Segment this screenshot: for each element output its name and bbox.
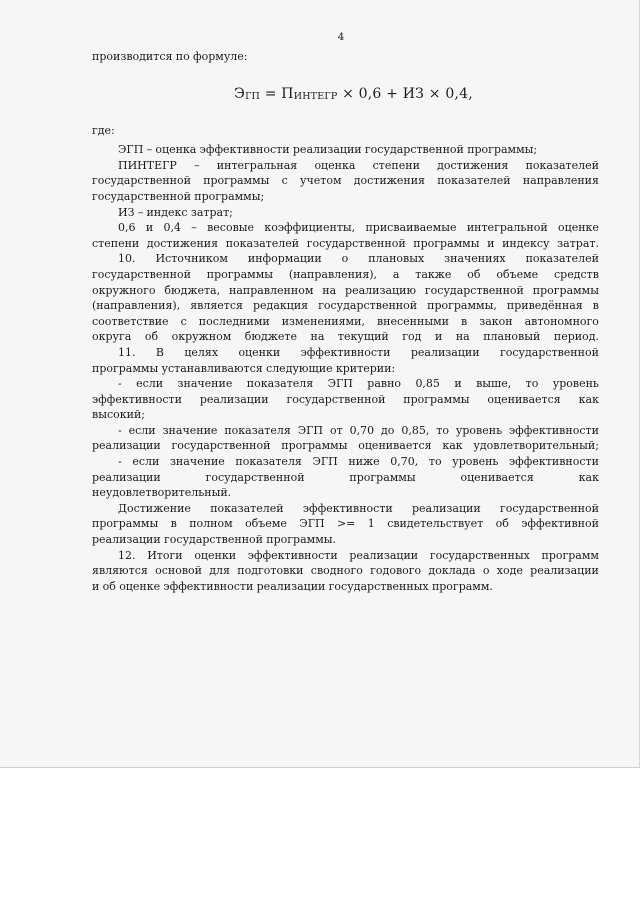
word: на [310,330,325,344]
word: 1 [367,517,375,531]
formula-lhs-subscript: ГП [245,90,261,102]
word: государственной [318,299,418,313]
word: также [415,267,452,281]
word: индекс [146,205,188,219]
formula [92,65,599,123]
text-line [92,267,599,283]
word: информации [247,252,322,266]
text-line [92,236,599,252]
word: показателей [225,236,300,250]
word: значение [177,377,233,391]
word: государственной [286,392,386,406]
word: год [402,330,422,344]
word: – [191,221,197,235]
word: последними [198,314,270,328]
word: в [170,517,177,531]
word: ПИНТЕГР [118,158,177,172]
word: эффективности [300,345,391,359]
word: интегральной [466,221,548,235]
word: (направления), [92,299,181,313]
page-number: 4 [337,31,345,43]
word: эффективности [509,455,599,469]
word: средств [554,267,599,281]
word: программы [413,236,480,250]
word: уровень [455,423,503,437]
word: показателей [525,252,599,266]
word: государственной [164,533,263,547]
word: программ [541,548,599,562]
word: то [525,377,539,391]
list-item-line [92,423,599,439]
word: значениях [444,252,506,266]
word: до [381,423,395,437]
word: государственной [499,345,599,359]
word: – [137,205,144,219]
word: эффективности [199,143,290,157]
word: внесенными [376,314,449,328]
word: затрат; [190,205,233,219]
word: программы [349,470,416,484]
word: степени [92,236,140,250]
word: оценка [314,158,356,172]
word: свидетельствует [387,517,484,531]
word: от [329,423,343,437]
paragraph-first-line [92,251,599,267]
word: в [461,314,468,328]
word: оценивается [460,470,534,484]
word: учетом [300,174,342,188]
definition-line [92,220,599,236]
word: программы. [266,533,337,547]
word: программы [281,439,348,453]
word: 0,85, [401,423,430,437]
word: - [118,455,122,469]
word: редакция [253,299,309,313]
word: окружного [92,283,156,297]
word: оценке [119,579,161,593]
word: программы; [467,143,538,157]
text-line [92,563,599,579]
word: соответствие [92,314,169,328]
text-line [92,283,599,299]
word: программы [403,392,470,406]
word: плановых [368,252,425,266]
word: реализации [256,579,326,593]
word: на [322,283,337,297]
text-line [92,579,599,595]
word: программы [532,283,599,297]
word: государственной [92,189,191,203]
word: оценки [194,548,237,562]
word: показателя [246,377,314,391]
word: и [92,579,100,593]
word: то [428,455,442,469]
text-line [92,407,599,423]
word: реализации [92,470,161,484]
word: эффективности [163,579,254,593]
text-line [92,49,599,65]
word: доклада [428,564,476,578]
word: об [102,579,116,593]
word: округа [92,330,132,344]
text-line [92,314,599,330]
word: реализации [410,345,480,359]
formula-rest: × 0,6 + ИЗ × 0,4, [337,85,473,102]
word: – [146,143,153,157]
text-line [92,516,599,532]
word: сводного [310,564,363,578]
word: государственной [499,501,599,515]
word: ЭГП [327,377,353,391]
word: весовые [207,221,255,235]
word: программы; [194,189,265,203]
word: удовлетворительный; [473,439,599,453]
word: достижения [146,236,219,250]
word: 10. [118,252,136,266]
word: закон [479,314,513,328]
word: - [118,423,122,437]
word: ходе [496,564,523,578]
list-item-line [92,454,599,470]
word: ЭГП [118,143,144,157]
word: формуле: [193,50,248,63]
word: реализации [92,533,161,547]
word: является [190,299,243,313]
word: об [144,330,159,344]
word: реализации [530,564,599,578]
word: государственной [92,174,191,188]
word: ниже [348,455,380,469]
word: государственной [424,283,524,297]
word: являются [92,564,148,578]
word: и [454,377,462,391]
word: а [392,267,400,281]
word: реализации [92,439,161,453]
word: показателя [224,423,291,437]
paragraph-first-line [92,345,599,361]
word: 12. [118,548,136,562]
definition-line [92,142,599,158]
word: как [578,392,599,406]
word: с [180,314,187,328]
word: выше, [476,377,512,391]
text-line [92,123,599,139]
definition-line [92,158,599,174]
word: показателей [437,174,511,188]
word: показателя [235,455,302,469]
text-line [92,189,599,205]
word: 0,85 [415,377,440,391]
word: объеме [245,517,287,531]
word: оценивается [487,392,561,406]
word: (направления), [288,267,378,281]
word: государственных [429,548,530,562]
word: следующие [266,361,333,375]
word: о [482,564,490,578]
word: оценка [155,143,197,157]
formula-expression [92,87,599,105]
word: в [592,299,599,313]
word: и [145,221,154,235]
formula-p-subscript: ИНТЕГР [293,90,338,102]
text-line [92,470,599,486]
word: по [175,50,190,63]
word: оценивается [358,439,432,453]
word: оценке [558,221,599,235]
word: и [434,330,443,344]
word: бюджета, [164,283,221,297]
word: ЭГП [312,455,338,469]
word: государственных [328,579,429,593]
word: значение [169,455,225,469]
word: – [194,158,200,172]
word: годового [370,564,422,578]
word: 0,70, [390,455,419,469]
word: если [128,423,156,437]
word: изменениями, [281,314,365,328]
word: коэффициенты, [264,221,356,235]
word: период. [553,330,599,344]
word: присваиваемые [365,221,457,235]
word: государственной [306,236,406,250]
word: реализации [292,143,362,157]
word: направления [522,174,599,188]
word: на [455,330,470,344]
word: где: [92,123,115,137]
word: и [487,236,495,250]
word: как [578,470,599,484]
word: текущий [337,330,389,344]
word: достижения [353,174,425,188]
word: бюджете [244,330,297,344]
word: плановый [483,330,541,344]
word: Источником [155,252,228,266]
word: реализации [349,548,419,562]
word: затрат. [557,236,599,250]
word: ЭГП [299,517,325,531]
word: индексу [502,236,550,250]
paragraph-first-line [92,548,599,564]
text-line [92,329,599,345]
word: реализации [199,392,269,406]
word: для [209,564,230,578]
word: ИЗ [118,205,135,219]
word: критерии: [335,361,396,375]
word: эффективности [92,392,182,406]
list-item-line [92,376,599,392]
text-line [92,438,599,454]
word: эффективности [247,548,338,562]
word: реализацию [345,283,417,297]
word: автономного [524,314,599,328]
word: устанавливаются [161,361,263,375]
text-line [92,532,599,548]
word: как [442,439,463,453]
formula-p: П [281,85,294,102]
word: программы, [427,299,497,313]
document-body [92,49,599,594]
text-line [92,361,599,377]
word: полном [189,517,233,531]
word: об [495,517,509,531]
text-line [92,298,599,314]
text-line [92,485,599,501]
word: государственной [205,470,305,484]
word: уровень [552,377,599,391]
word: о [341,252,349,266]
word: степени [372,158,420,172]
word: объеме [496,267,539,281]
formula-lhs: Э [234,85,246,102]
word: высокий; [92,408,145,422]
word: 0,6 [118,221,136,235]
definition-line [92,205,599,221]
word: с [281,174,288,188]
word: неудовлетворительный. [92,486,232,500]
word: интегральная [216,158,298,172]
word: программы [203,174,270,188]
word: Итоги [147,548,183,562]
word: эффективности [302,501,393,515]
word: уровень [452,455,499,469]
word: реализации [412,501,481,515]
word: об [467,267,481,281]
word: показателей [210,501,284,515]
word: программы [206,267,274,281]
word: то [436,423,449,437]
word: достижения [437,158,509,172]
word: основой [155,564,202,578]
word: направленном [229,283,314,297]
word: производится [92,50,173,63]
word: В [155,345,164,359]
word: показателей [525,158,599,172]
word: 11. [118,345,136,359]
word: эффективной [521,517,599,531]
word: подготовки [237,564,304,578]
formula-equals: = [260,85,282,102]
word: - [118,377,122,391]
word: программ. [431,579,493,593]
word: программы [92,361,159,375]
word: приведённая [506,299,583,313]
word: государственной [92,267,191,281]
word: если [132,455,160,469]
word: Достижение [118,501,191,515]
word: государственной [171,439,271,453]
word: программы [92,517,159,531]
text-line [92,392,599,408]
word: окружном [171,330,232,344]
word: эффективности [509,423,599,437]
word: если [136,377,164,391]
word: равно [367,377,402,391]
word: >= [336,517,356,531]
word: государственной [364,143,464,157]
text-line [92,173,599,189]
word: 0,70 [349,423,375,437]
word: целях [184,345,219,359]
paragraph-first-line [92,501,599,517]
word: ЭГП [297,423,324,437]
word: значение [162,423,218,437]
word: 0,4 [163,221,181,235]
word: оценки [238,345,281,359]
